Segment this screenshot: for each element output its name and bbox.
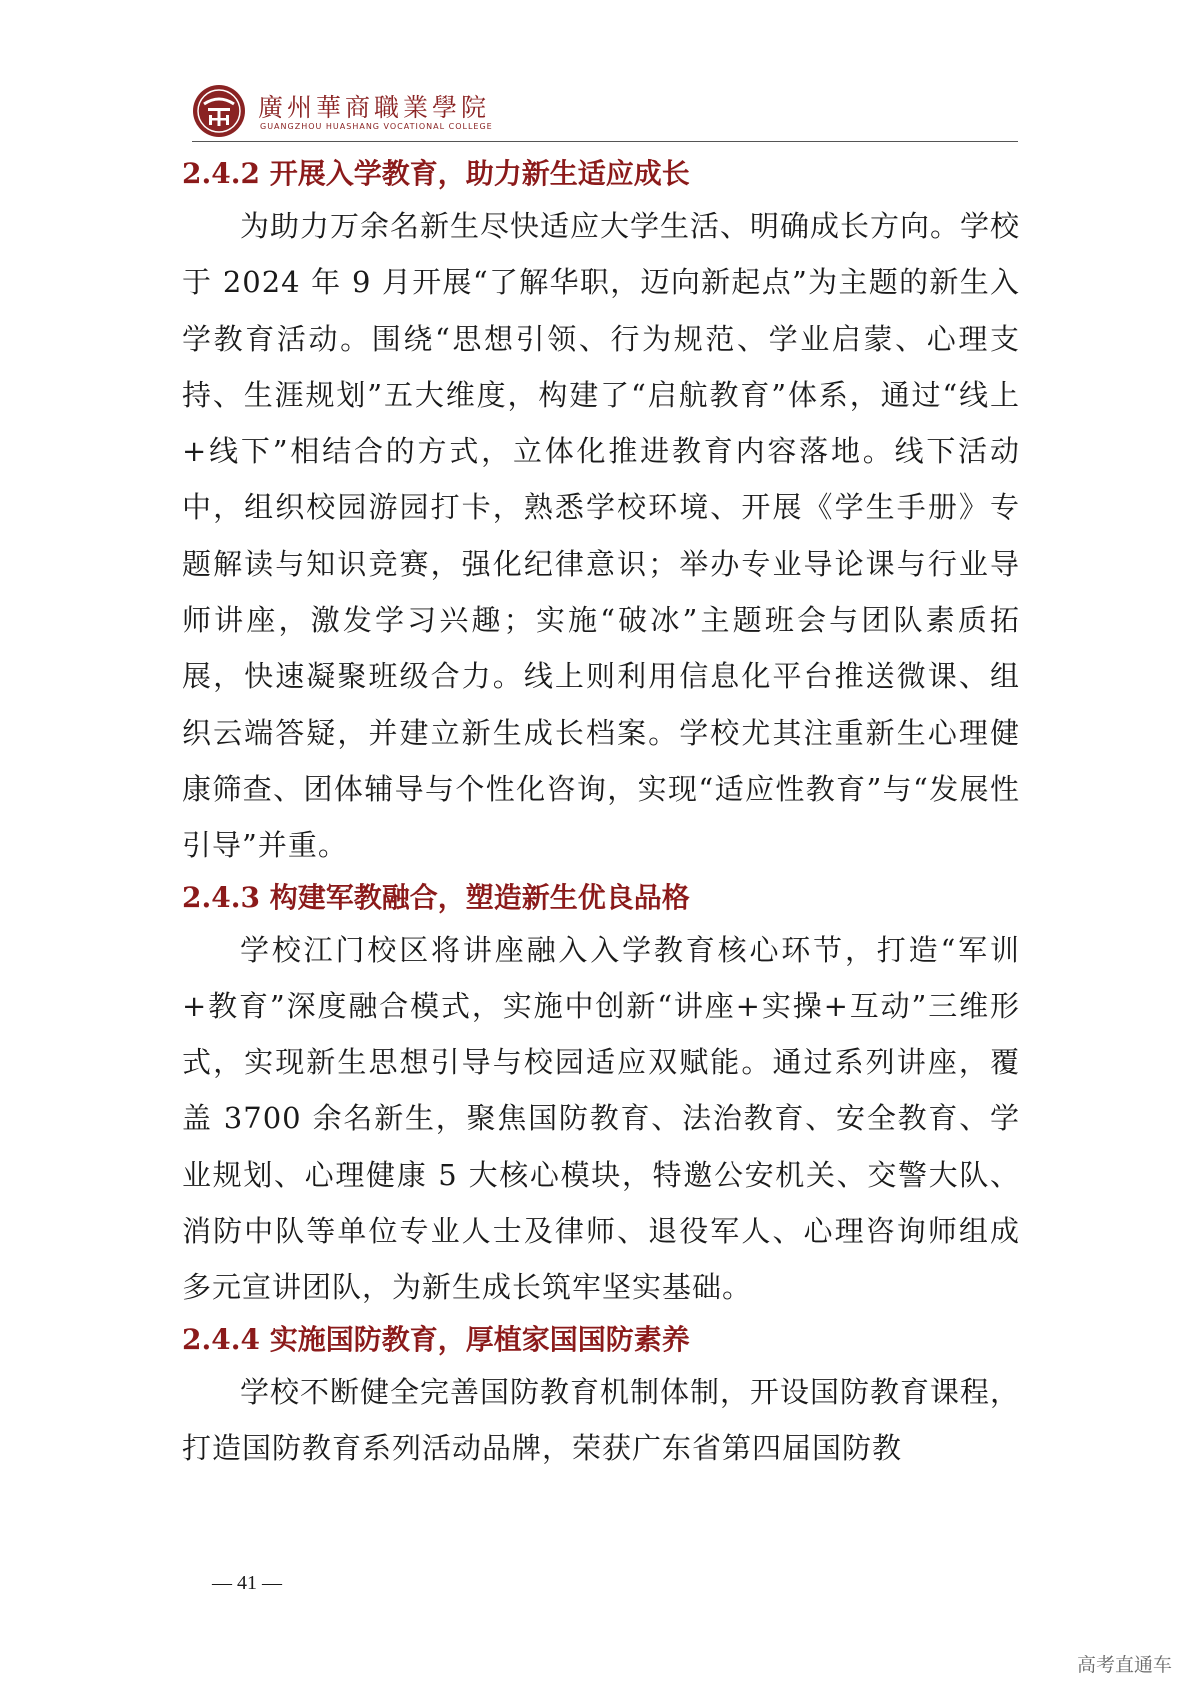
school-name-en: GUANGZHOU HUASHANG VOCATIONAL COLLEGE <box>260 122 493 131</box>
section-paragraph-2-4-3: 学校江门校区将讲座融入入学教育核心环节，打造“军训+教育”深度融合模式，实施中创新“讲座+实操+互动”三维形式，实现新生思想引导与校园适应双赋能。通过系列讲座，覆盖 3700 余名新生，聚焦国防教育、法治教育、安全教育、学业规划、心理健康 5 大核心模块，特邀公安机关、交警大队、消防中队等单位专业人士及律师、退役军人、心理咨询师组成多元宣讲团队，为新生成长筑牢坚实基础。 <box>182 932 1020 1305</box>
document-body <box>182 150 1020 1476</box>
school-name-cn: 廣州華商職業學院 <box>258 93 491 122</box>
school-seal-icon <box>192 84 246 138</box>
page-header <box>192 82 1018 142</box>
page-number: — 41 — <box>212 1572 282 1594</box>
header-divider <box>192 141 1018 142</box>
section-heading-2-4-4: 2.4.4 实施国防教育，厚植家国国防素养 <box>182 1322 690 1356</box>
watermark-text: 高考直通车 <box>1076 1654 1172 1676</box>
section-heading-2-4-2: 2.4.2 开展入学教育，助力新生适应成长 <box>182 157 690 190</box>
section-heading-2-4-3: 2.4.3 构建军教融合，塑造新生优良品格 <box>182 880 690 914</box>
section-paragraph-2-4-2: 为助力万余名新生尽快适应大学生活、明确成长方向。学校于 2024 年 9 月开展“了解华职，迈向新起点”为主题的新生入学教育活动。围绕“思想引领、行为规范、学业启蒙、心理支持、生涯规划”五大维度，构建了“启航教育”体系，通过“线上+线下”相结合的方式，立体化推进教育内容落地。线下活动中，组织校园游园打卡，熟悉学校环境、开展《学生手册》专题解读与知识竞赛，强化纪律意识；举办专业导论课与行业导师讲座，激发学习兴趣；实施“破冰”主题班会与团队素质拓展，快速凝聚班级合力。线上则利用信息化平台推送微课、组织云端答疑，并建立新生成长档案。学校尤其注重新生心理健康筛查、团体辅导与个性化咨询，实现“适应性教育”与“发展性引导”并重。 <box>182 209 1021 863</box>
section-paragraph-2-4-4: 学校不断健全完善国防教育机制体制，开设国防教育课程，打造国防教育系列活动品牌，荣获广东省第四届国防教 <box>182 1374 1021 1465</box>
